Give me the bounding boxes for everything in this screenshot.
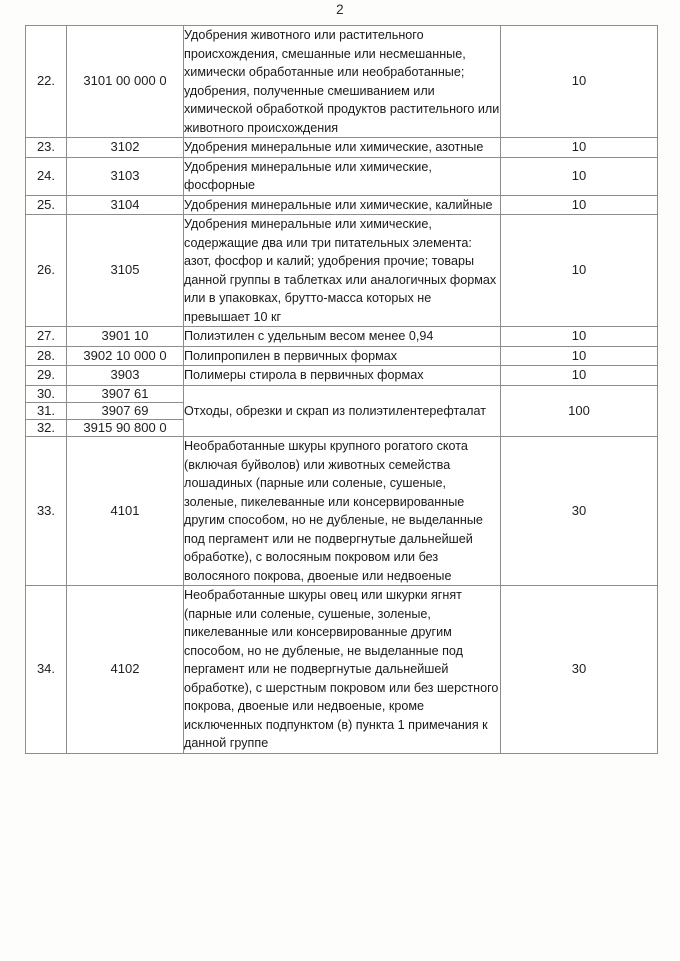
row-number: 25.	[26, 195, 67, 215]
commodity-code: 3105	[67, 215, 184, 327]
commodity-code: 3915 90 800 0	[67, 420, 184, 437]
duty-rate: 30	[501, 586, 658, 754]
commodity-code: 3907 69	[67, 402, 184, 419]
table-row	[26, 327, 658, 347]
duty-rate: 10	[501, 157, 658, 195]
duty-rate: 30	[501, 437, 658, 586]
row-number: 30.	[26, 385, 67, 402]
duty-rate: 10	[501, 26, 658, 138]
duty-rate: 10	[501, 346, 658, 366]
table-row	[26, 366, 658, 386]
commodity-description: Удобрения минеральные или химические, азотные	[184, 138, 501, 158]
commodity-code: 4101	[67, 437, 184, 586]
commodity-description: Полимеры стирола в первичных формах	[184, 366, 501, 386]
row-number: 26.	[26, 215, 67, 327]
commodity-description: Удобрения минеральные или химические, калийные	[184, 195, 501, 215]
row-number: 34.	[26, 586, 67, 754]
duty-rate: 10	[501, 138, 658, 158]
commodity-code: 3102	[67, 138, 184, 158]
table-row	[26, 385, 658, 402]
rates-table-container	[25, 25, 657, 754]
commodity-description: Удобрения минеральные или химические, фосфорные	[184, 157, 501, 195]
commodity-code: 3903	[67, 366, 184, 386]
row-number: 24.	[26, 157, 67, 195]
commodity-description: Необработанные шкуры овец или шкурки ягнят (парные или соленые, сушеные, золеные, пикелеванные или консервированные другим способом, но не дубленые, не выделанные под пергамент или не подвергнутые дальнейшей обработке), с шерстным покровом или без шерстного покрова, двоеные или недвоеные, кроме исключенных подпунктом (в) пункта 1 примечания к данной группе	[184, 586, 501, 754]
commodity-code: 3103	[67, 157, 184, 195]
table-row	[26, 157, 658, 195]
table-row	[26, 437, 658, 586]
row-number: 29.	[26, 366, 67, 386]
commodity-description: Полипропилен в первичных формах	[184, 346, 501, 366]
table-row	[26, 138, 658, 158]
row-number: 31.	[26, 402, 67, 419]
commodity-code: 3101 00 000 0	[67, 26, 184, 138]
commodity-description-merged: Отходы, обрезки и скрап из полиэтилентерефталат	[184, 385, 501, 437]
row-number: 23.	[26, 138, 67, 158]
commodity-description: Необработанные шкуры крупного рогатого скота (включая буйволов) или животных семейства лошадиных (парные или соленые, сушеные, золеные, пикелеванные или консервированные другим способом, но не дубленые, не выделанные под пергамент или не подвергнутые дальнейшей обработке), с волосяным покровом или без волосяного покрова, двоеные или недвоеные	[184, 437, 501, 586]
commodity-code: 3104	[67, 195, 184, 215]
row-number: 28.	[26, 346, 67, 366]
table-row	[26, 346, 658, 366]
duty-rate: 10	[501, 366, 658, 386]
commodity-code: 3907 61	[67, 385, 184, 402]
page-number: 2	[336, 2, 344, 17]
row-number: 33.	[26, 437, 67, 586]
customs-rates-table	[25, 25, 658, 754]
commodity-code: 3901 10	[67, 327, 184, 347]
row-number: 27.	[26, 327, 67, 347]
row-number: 22.	[26, 26, 67, 138]
table-row	[26, 586, 658, 754]
duty-rate: 10	[501, 215, 658, 327]
table-row	[26, 26, 658, 138]
commodity-description: Удобрения животного или растительного происхождения, смешанные или несмешанные, химически обработанные или необработанные; удобрения, полученные смешиванием или химической обработкой продуктов растительного или животного происхождения	[184, 26, 501, 138]
commodity-code: 4102	[67, 586, 184, 754]
table-row	[26, 215, 658, 327]
commodity-description: Удобрения минеральные или химические, содержащие два или три питательных элемента: азот, фосфор и калий; удобрения прочие; товары данной группы в таблетках или аналогичных формах или в упаковках, брутто-масса которых не превышает 10 кг	[184, 215, 501, 327]
duty-rate-merged: 100	[501, 385, 658, 437]
duty-rate: 10	[501, 327, 658, 347]
row-number: 32.	[26, 420, 67, 437]
duty-rate: 10	[501, 195, 658, 215]
commodity-description: Полиэтилен с удельным весом менее 0,94	[184, 327, 501, 347]
table-row	[26, 195, 658, 215]
commodity-code: 3902 10 000 0	[67, 346, 184, 366]
